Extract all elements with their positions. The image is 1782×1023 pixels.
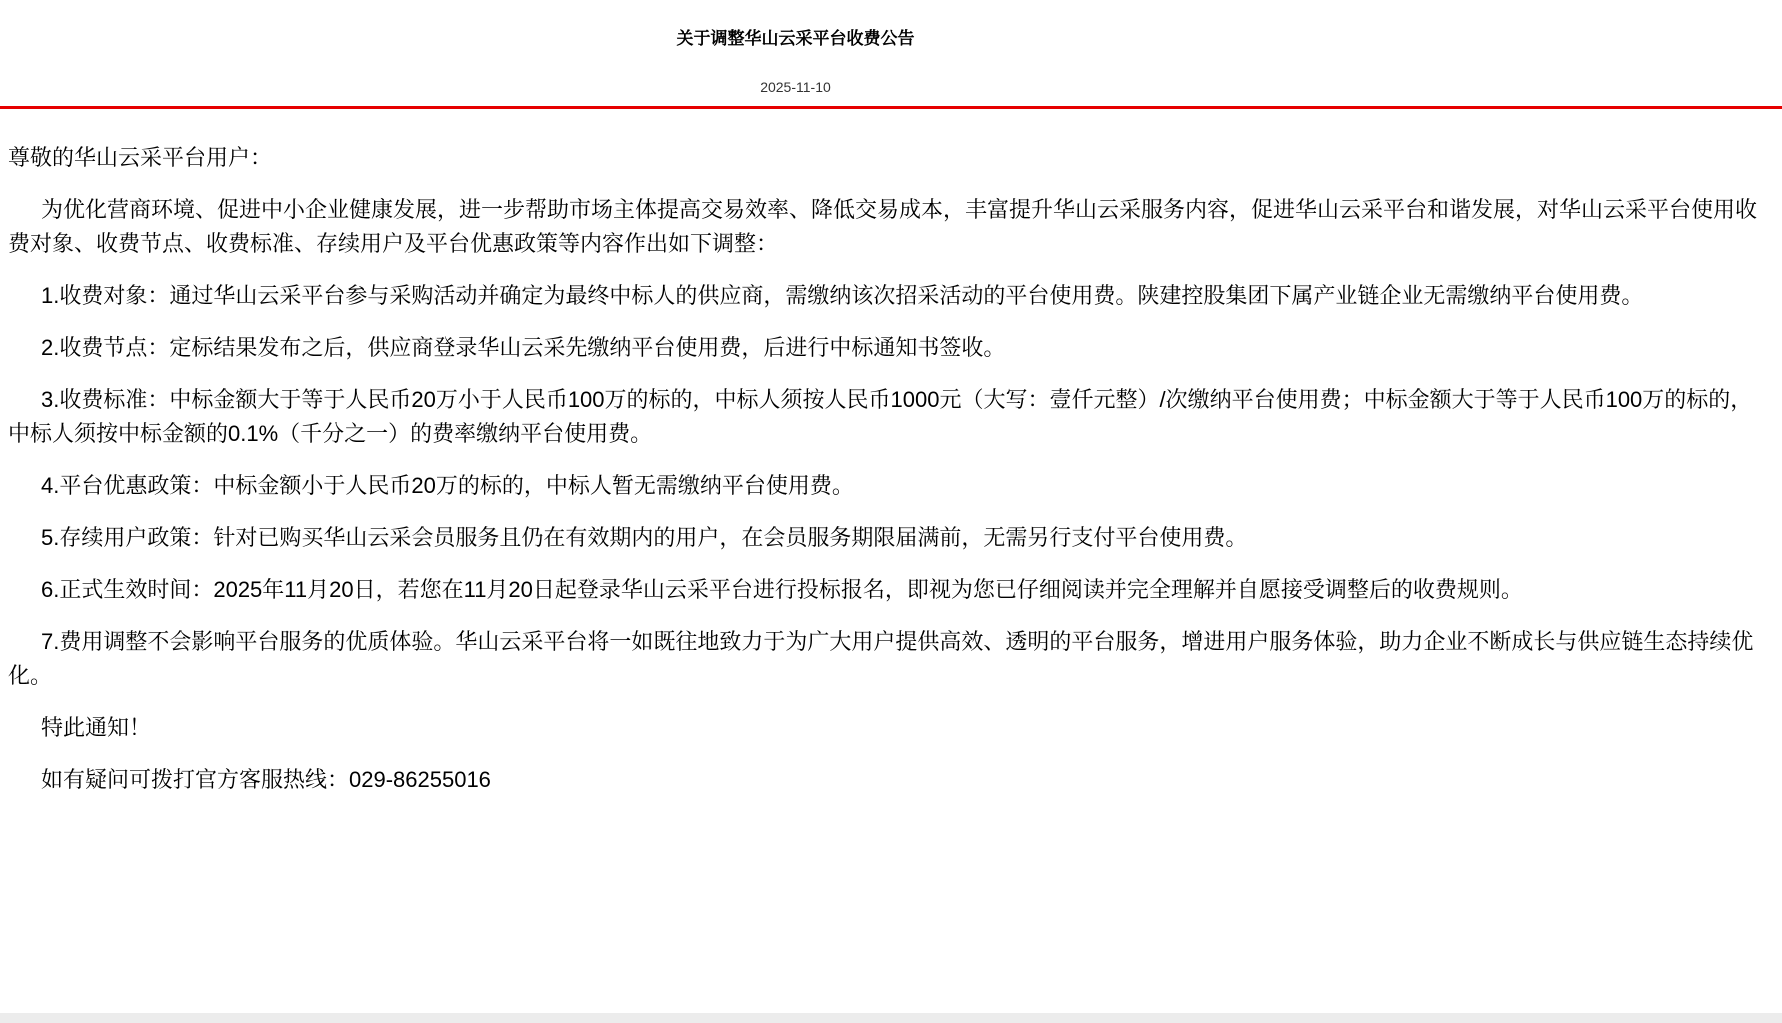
body-paragraph: 3.收费标准：中标金额大于等于人民币20万小于人民币100万的标的，中标人须按人民币1000元（大写：壹仟元整）/次缴纳平台使用费；中标金额大于等于人民币100万的标的，中标人须按中标金额的0.1%（千分之一）的费率缴纳平台使用费。 xyxy=(8,387,1753,446)
body-paragraph: 为优化营商环境、促进中小企业健康发展，进一步帮助市场主体提高交易效率、降低交易成本，丰富提升华山云采服务内容，促进华山云采平台和谐发展，对华山云采平台使用收费对象、收费节点、收费标准、存续用户及平台优惠政策等内容作出如下调整： xyxy=(8,197,1758,256)
body-paragraph: 特此通知！ xyxy=(41,715,152,740)
page-title: 关于调整华山云采平台收费公告 xyxy=(676,29,915,48)
body-paragraph: 4.平台优惠政策：中标金额小于人民币20万的标的，中标人暂无需缴纳平台使用费。 xyxy=(41,473,854,498)
body-paragraph: 尊敬的华山云采平台用户： xyxy=(8,145,273,170)
bottom-divider xyxy=(0,1013,1782,1023)
body-paragraph: 5.存续用户政策：针对已购买华山云采会员服务且仍在有效期内的用户，在会员服务期限届满前，无需另行支付平台使用费。 xyxy=(41,525,1248,550)
body-paragraph: 6.正式生效时间：2025年11月20日，若您在11月20日起登录华山云采平台进行投标报名，即视为您已仔细阅读并完全理解并自愿接受调整后的收费规则。 xyxy=(41,577,1523,602)
announcement-body xyxy=(0,109,1782,797)
body-paragraph: 2.收费节点：定标结果发布之后，供应商登录华山云采先缴纳平台使用费，后进行中标通知书签收。 xyxy=(41,335,1006,360)
body-paragraph: 如有疑问可拨打官方客服热线：029-86255016 xyxy=(41,767,491,792)
publish-date: 2025-11-10 xyxy=(760,79,831,95)
body-paragraph: 1.收费对象：通过华山云采平台参与采购活动并确定为最终中标人的供应商，需缴纳该次招采活动的平台使用费。陕建控股集团下属产业链企业无需缴纳平台使用费。 xyxy=(41,283,1644,308)
announcement-header xyxy=(0,0,1591,95)
body-paragraph: 7.费用调整不会影响平台服务的优质体验。华山云采平台将一如既往地致力于为广大用户提供高效、透明的平台服务，增进用户服务体验，助力企业不断成长与供应链生态持续优化。 xyxy=(8,629,1754,688)
